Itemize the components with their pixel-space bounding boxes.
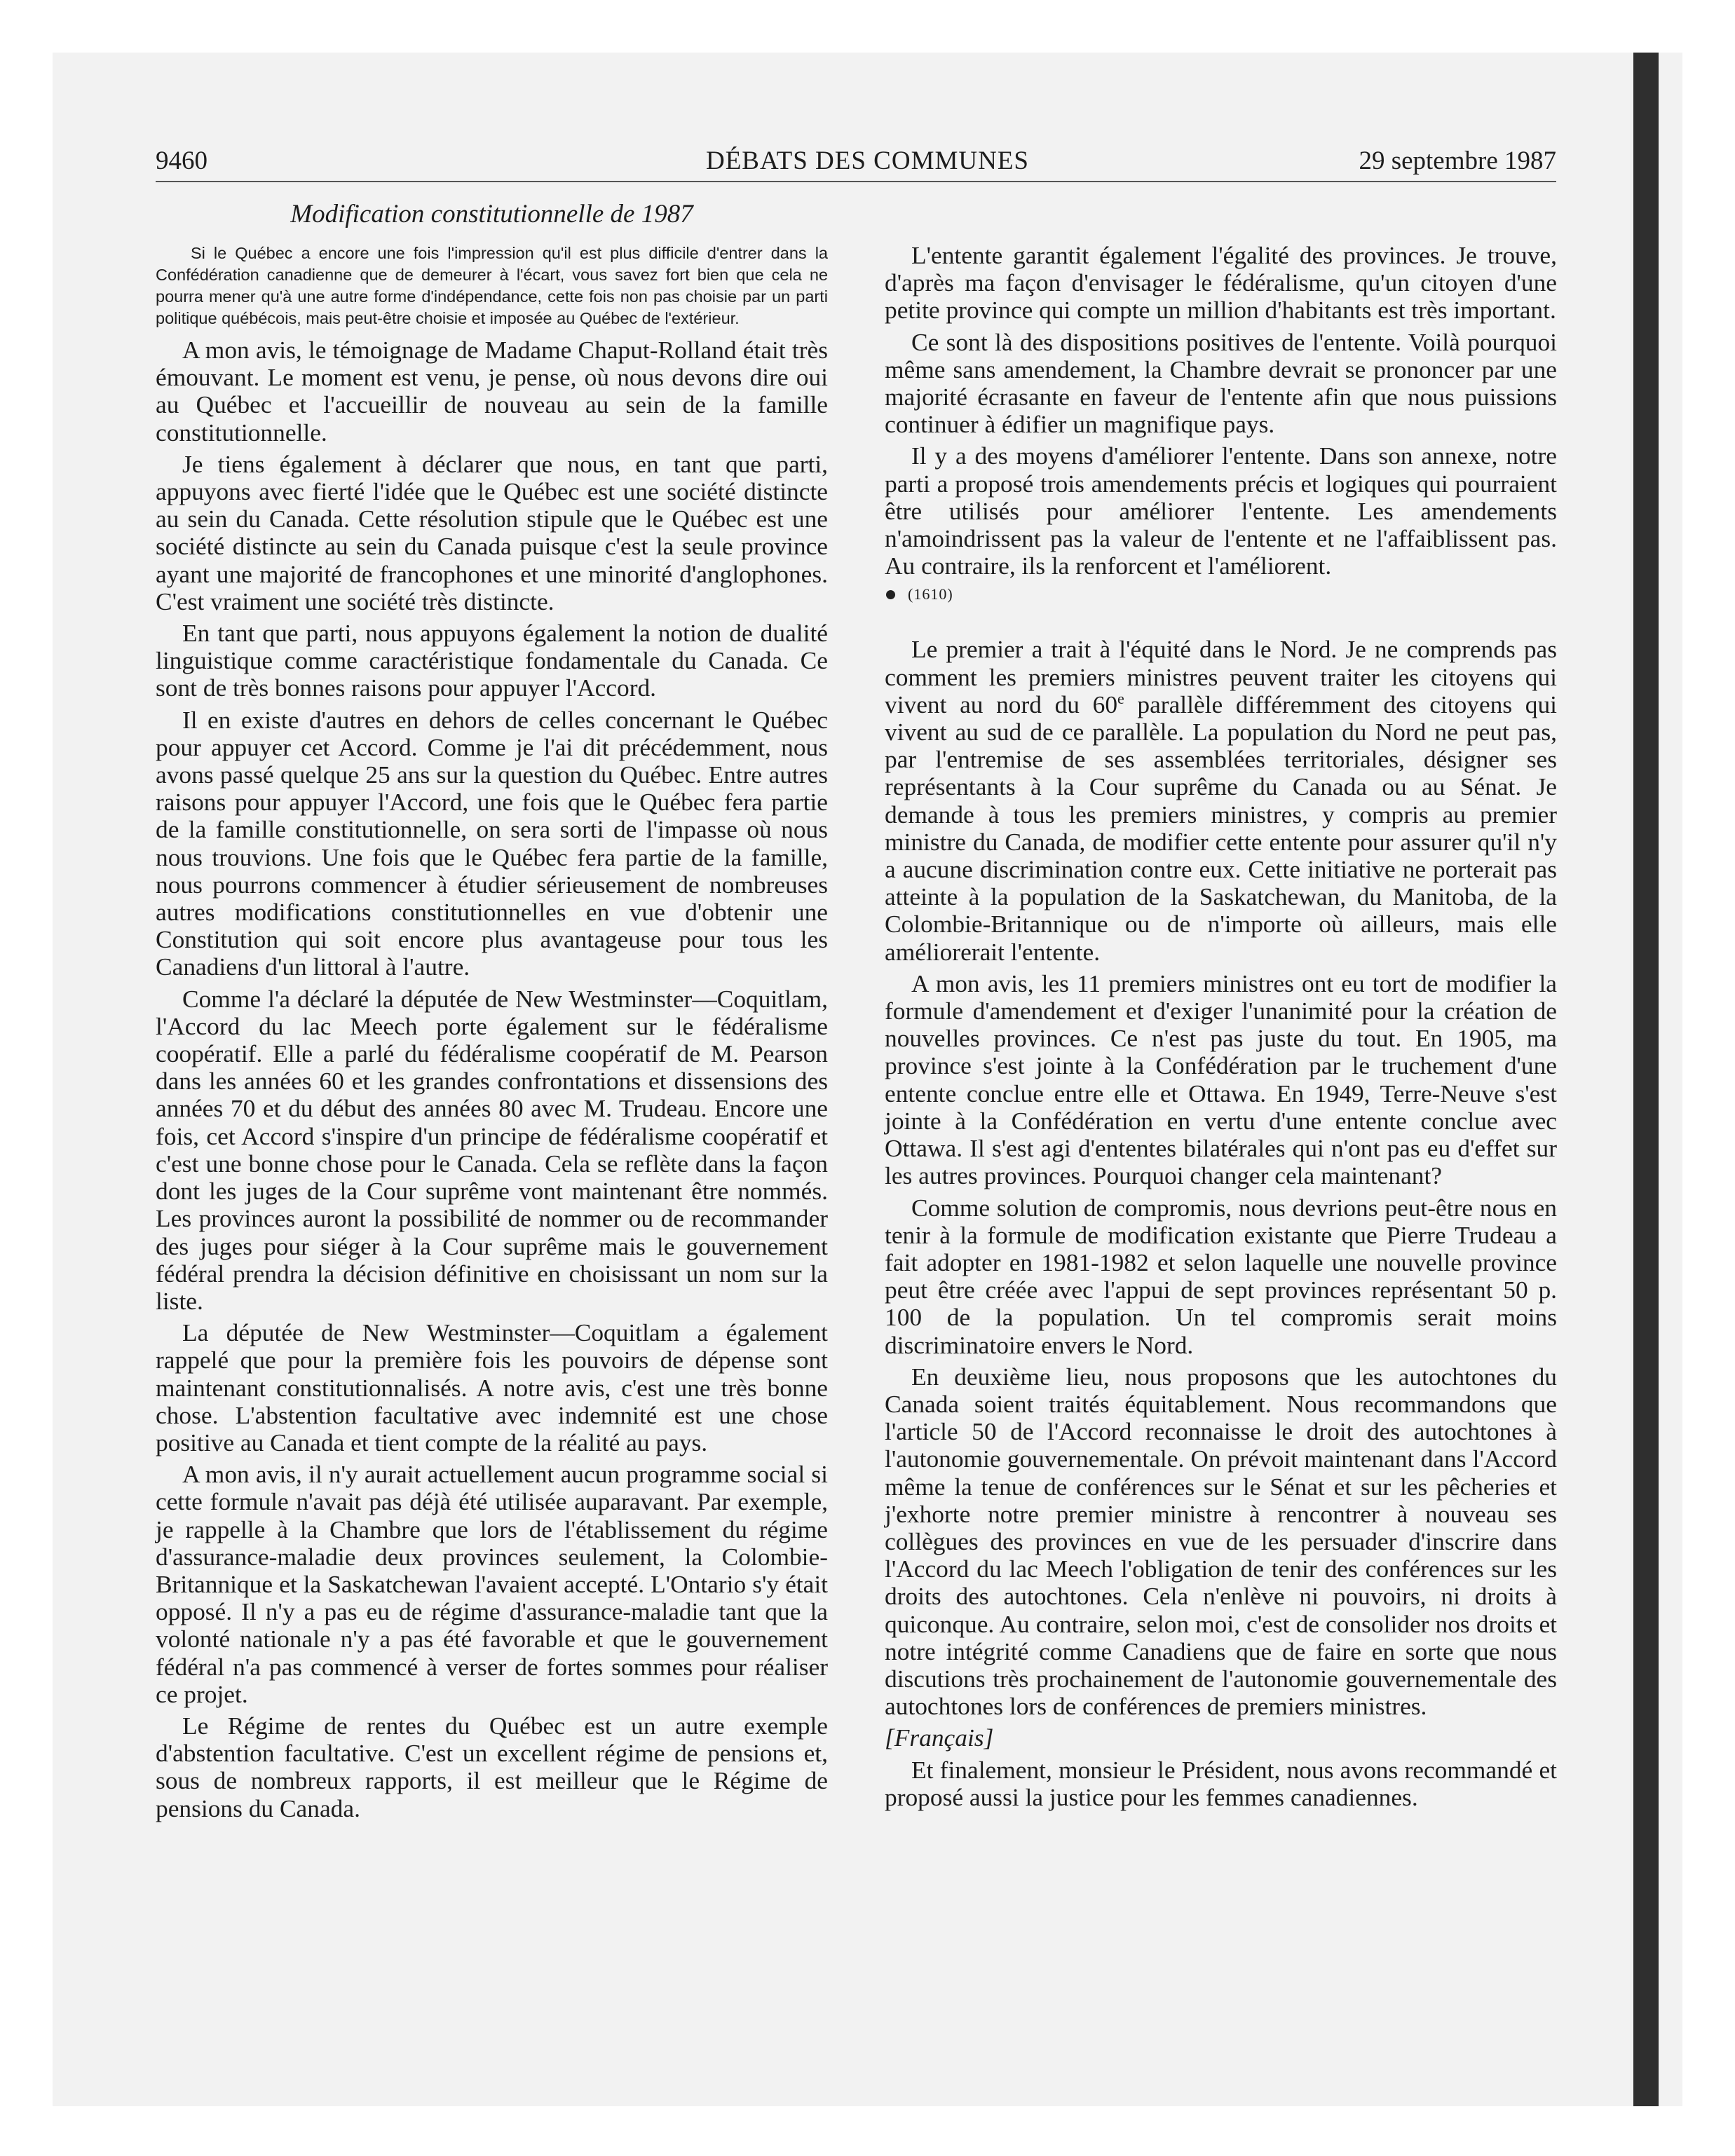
paragraph: Je tiens également à déclarer que nous, en tant que parti, appuyons avec fierté l'idée que le Québec est une société distincte au sein du Canada. Cette résolution stipule que le Québec est une société distincte au sein du Canada puisque c'est la seule province ayant une majorité de francophones et une minorité d'anglophones. C'est vraiment une société très distincte. [156,449,828,615]
paragraph: En tant que parti, nous appuyons également la notion de dualité linguistique comme caractéristique fondamentale du Canada. Ce sont de très bonnes raisons pour appuyer l'Accord. [156,619,828,702]
scan-binding-edge [1633,53,1659,2106]
paragraph: A mon avis, le témoignage de Madame Chaput-Rolland était très émouvant. Le moment est venu, je pense, où nous devons dire oui au Québec et l'accueillir de nouveau au sein de la famille constitutionnelle. [156,336,828,446]
paragraph: Il y a des moyens d'améliorer l'entente. Dans son annexe, notre parti a proposé trois amendements précis et logiques qui pourraient être utilisés pour améliorer l'entente. Les amendements n'amoindrissent pas la valeur de l'entente et ne l'affaiblissent pas. Au contraire, ils la renforcent et l'améliorent. [885,442,1557,580]
page-date: 29 septembre 1987 [1359,146,1556,175]
paragraph-text: Le premier a trait à l'équité dans le Nord. Je ne comprends pas comment les premiers ministres peuvent traiter les citoyens qui vivent au nord du 60 [885,635,1557,718]
paragraph: Et finalement, monsieur le Président, nous avons recommandé et proposé aussi la justice pour les femmes canadiennes. [885,1755,1557,1811]
quoted-passage: Si le Québec a encore une fois l'impression qu'il est plus difficile d'entrer dans la Confédération canadienne que de demeurer à l'écart, vous savez fort bien que cela ne pourra mener qu'à une autre forme d'indépendance, cette fois non pas choisie par un parti politique québécois, mais peut-être choisie et imposée au Québec de l'extérieur. [156,244,828,327]
paragraph: En deuxième lieu, nous proposons que les autochtones du Canada soient traités équitablement. Nous recommandons que l'article 50 de l'Accord reconnaisse le droit des autochtones à l'autonomie gouvernementale. On prévoit maintenant dans l'Accord même la tenue de conférences sur le Sénat et sur les pêcheries et j'exhorte notre premier ministre à rencontrer à nouveau ses collègues des provinces en vue de les persuader d'inscrire dans l'Accord du lac Meech l'obligation de tenir des conférences sur les droits des autochtones. Cela n'enlève ni pouvoirs, ni droits à quiconque. Au contraire, selon moi, c'est de consolider nos droits et notre intégrité comme Canadiens que de faire en sorte que nous discutions très prochainement de l'autonomie gouvernementale des autochtones lors de conférences de premiers ministres. [885,1362,1557,1721]
superscript: e [1117,690,1124,708]
time-tag: (1610) [908,585,953,603]
paragraph-north [885,636,1557,965]
paragraph: Il en existe d'autres en dehors de celles concernant le Québec pour appuyer cet Accord. Comme je l'ai dit précédemment, nous avons passé quelque 25 ans sur la question du Québec. Entre autres raisons pour appuyer l'Accord, une fois que le Québec fera partie de la famille constitutionnelle, on sera sorti de l'impasse où nous nous trouvions. Une fois que le Québec fera partie de la famille, nous pourrons commencer à étudier sérieusement de nombreuses autres modifications constitutionnelles en vue d'obtenir une Constitution qui soit encore plus avantageuse pour tous les Canadiens d'un littoral à l'autre. [156,705,828,981]
paragraph: L'entente garantit également l'égalité des provinces. Je trouve, d'après ma façon d'envisager le fédéralisme, qu'un citoyen d'une petite province qui compte un million d'habitants est très important. [885,241,1557,325]
bullet-dot-icon [886,590,895,599]
paragraph: Le Régime de rentes du Québec est un autre exemple d'abstention facultative. C'est un excellent régime de pensions et, sous de nombreux rapports, il est meilleur que le Régime de pensions du Canada. [156,1711,828,1822]
left-column [156,198,828,1827]
page-number: 9460 [156,146,207,175]
paragraph: Comme l'a déclaré la députée de New Westminster—Coquitlam, l'Accord du lac Meech porte également sur le fédéralisme coopératif. Elle a parlé du fédéralisme coopératif de M. Pearson dans les années 60 et les grandes confrontations et dissensions des années 70 et du début des années 80 avec M. Trudeau. Encore une fois, cet Accord s'inspire d'un principe de fédéralisme coopératif et c'est une bonne chose pour le Canada. Cela se reflète dans la façon dont les juges de la Cour suprême vont maintenant être nommés. Les provinces auront la possibilité de nommer ou de recommander des juges pour siéger à la Cour suprême mais le gouvernement fédéral prendra la décision définitive en choisissant un nom sur la liste. [156,984,828,1315]
time-marker [885,584,1557,605]
paragraph-text: parallèle différemment des citoyens qui vivent au sud de ce parallèle. La population du Nord ne peut pas, par l'entremise de ses assemblées territoriales, désigner ses représentants à la Cour suprême du Canada ou au Sénat. Je demande à tous les premiers ministres, y compris au premier ministre du Canada, de modifier cette entente pour assurer qu'il n'y a aucune discrimination contre eux. Cette initiative ne porterait pas atteinte à la population de la Saskatchewan, du Manitoba, de la Colombie-Britannique ou de n'importe où ailleurs, mais elle améliorerait l'entente. [885,690,1558,966]
publication-title: DÉBATS DES COMMUNES [705,146,1029,175]
paragraph: A mon avis, il n'y aurait actuellement aucun programme social si cette formule n'avait pas déjà été utilisée auparavant. Par exemple, je rappelle à la Chambre que lors de l'établissement du régime d'assurance-maladie deux provinces seulement, la Colombie-Britannique et la Saskatchewan l'avaient accepté. L'Ontario s'y était opposé. Il n'y a pas eu de régime d'assurance-maladie tant que la volonté nationale n'y a pas été favorable et que le gouvernement fédéral n'a pas commencé à verser de fortes sommes pour réaliser ce projet. [156,1460,828,1708]
language-marker: [Français] [885,1724,994,1752]
header-rule [156,181,1556,182]
section-subheading: Modification constitutionnelle de 1987 [290,200,693,228]
right-column [885,242,1557,1815]
paragraph: La députée de New Westminster—Coquitlam a également rappelé que pour la première fois les pouvoirs de dépense sont maintenant constitutionnalisés. A notre avis, c'est une très bonne chose. L'abstention facultative avec indemnité est une chose positive au Canada et tient compte de la réalité au pays. [156,1318,828,1456]
paragraph: A mon avis, les 11 premiers ministres ont eu tort de modifier la formule d'amendement et d'exiger l'unanimité pour la création de nouvelles provinces. Ce n'est pas juste du tout. En 1905, ma province s'est jointe à la Confédération par le truchement d'une entente conclue entre elle et Ottawa. En 1949, Terre-Neuve s'est jointe à la Confédération en vertu d'une entente conclue avec Ottawa. Il s'est agi d'ententes bilatérales qui n'ont pas eu d'effet sur les autres provinces. Pourquoi changer cela maintenant? [885,969,1557,1190]
paragraph: Ce sont là des dispositions positives de l'entente. Voilà pourquoi même sans amendement, la Chambre devrait se prononcer par une majorité écrasante en faveur de l'entente afin que nous puissions continuer à édifier un magnifique pays. [885,327,1557,439]
paragraph: Comme solution de compromis, nous devrions peut-être nous en tenir à la formule de modification existante que Pierre Trudeau a fait adopter en 1981-1982 et selon laquelle une nouvelle province peut être créée avec l'appui de sept provinces représentant 50 p. 100 de la population. Un tel compromis serait moins discriminatoire envers le Nord. [885,1193,1557,1359]
